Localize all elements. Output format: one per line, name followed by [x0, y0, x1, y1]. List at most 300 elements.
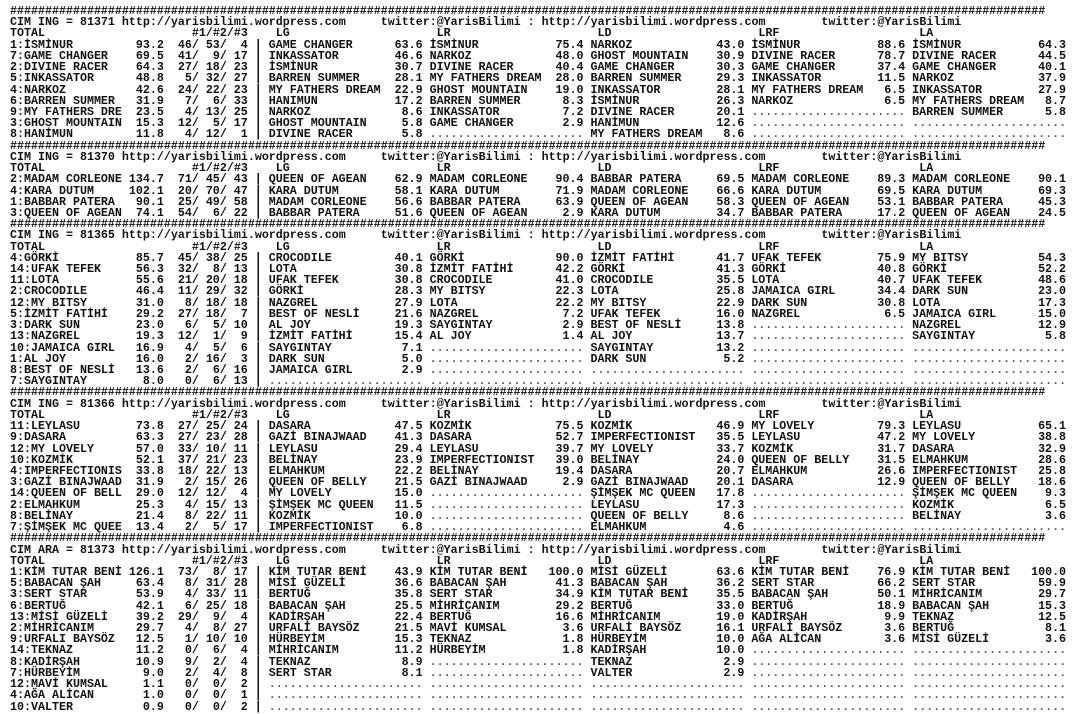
lg-value: 15.3 — [394, 632, 423, 647]
horse-name: 14:UFAK TEFEK — [10, 262, 101, 277]
pick-2-count: 0 — [212, 677, 220, 692]
total-score: 1.1 — [142, 677, 164, 692]
lr-value: 42.2 — [555, 262, 584, 277]
lg-name: DARK SUN — [268, 351, 325, 366]
horse-name: 12:MY LOVELY — [10, 441, 94, 456]
pick-separator: / — [191, 363, 199, 377]
pick-3-count: 2 — [240, 699, 248, 714]
pick-1-count: 46 — [177, 37, 192, 52]
pick-separator: / — [191, 284, 199, 299]
pick-separator: / — [191, 621, 199, 636]
lg-name: BABBAR PATERA — [268, 205, 360, 220]
lr-value: 90.4 — [555, 172, 584, 187]
la-name: DASARA — [912, 441, 955, 456]
lg-name: MİSİ GÜZELİ — [268, 576, 346, 591]
lg-value: 22.4 — [394, 609, 423, 624]
la-value: 65.1 — [1038, 419, 1067, 434]
horse-name: 5:İZMİT FATİHİ — [10, 306, 108, 321]
lg-name: SERT STAR — [268, 665, 332, 680]
total-score: 73.8 — [135, 419, 164, 434]
lg-value: 41.3 — [394, 430, 423, 445]
pick-separator: / — [191, 318, 199, 333]
pick-separator: / — [219, 71, 227, 86]
lg-value: 58.1 — [394, 183, 423, 198]
lr-name: MADAM CORLEONE — [429, 172, 528, 187]
lr-value: 7.2 — [562, 306, 584, 321]
horse-name: 9:DASARA — [10, 430, 66, 445]
total-score: 42.1 — [135, 598, 164, 613]
ld-value: 20.1 — [716, 475, 745, 490]
pick-1-count: 27 — [177, 430, 192, 445]
pick-1-count: 0 — [184, 688, 192, 703]
pick-1-count: 12 — [177, 116, 192, 131]
pick-separator: / — [219, 93, 227, 108]
pick-separator: / — [191, 82, 199, 97]
pick-1-count: 8 — [184, 295, 192, 310]
pick-2-count: 6 — [212, 374, 220, 389]
total-score: 46.4 — [135, 284, 164, 299]
pick-2-count: 13 — [205, 104, 220, 119]
pick-1-count: 20 — [177, 183, 192, 198]
lrf-value: 30.8 — [877, 295, 906, 310]
block-title — [10, 230, 1077, 241]
column-divider: | — [254, 116, 262, 131]
pick-separator: / — [191, 520, 199, 535]
pick-separator: / — [191, 172, 199, 187]
lg-value: 2.9 — [401, 363, 423, 377]
la-value: 24.5 — [1038, 205, 1067, 220]
pick-3-count: 23 — [233, 60, 248, 75]
pick-separator: / — [191, 688, 199, 703]
pick-separator: / — [219, 284, 227, 299]
pick-separator: / — [191, 497, 199, 512]
horse-name: 2:MADAM CORLEONE — [10, 172, 122, 187]
lr-value: 22.2 — [555, 295, 584, 310]
lr-name: DASARA — [429, 430, 472, 445]
lg-value: 19.3 — [394, 318, 423, 333]
la-value: 3.6 — [1045, 632, 1067, 647]
column-divider: | — [254, 576, 262, 591]
column-header-lrf: LRF — [758, 26, 780, 41]
lrf-value: 6.5 — [884, 82, 906, 97]
horse-name: 1:İSMİNUR — [10, 37, 73, 52]
pick-2-count: 2 — [212, 654, 220, 669]
picks-header: #1/#2/#3 — [191, 239, 248, 254]
total-score: 31.9 — [135, 93, 164, 108]
ld-value: 13.7 — [716, 329, 745, 344]
lr-value: 90.0 — [555, 250, 584, 265]
column-divider: | — [254, 621, 262, 636]
ld-value: 63.6 — [716, 564, 745, 579]
pick-separator: / — [219, 643, 227, 658]
column-divider: | — [254, 82, 262, 97]
ld-value: 26.3 — [716, 93, 745, 108]
pick-2-count: 5 — [212, 520, 220, 535]
lg-value: 8.9 — [401, 654, 423, 669]
pick-3-count: 7 — [240, 306, 248, 321]
pick-1-count: 8 — [184, 508, 192, 523]
pick-1-count: 4 — [184, 340, 192, 355]
pick-separator: / — [191, 598, 199, 613]
lg-name: TEKNAZ — [268, 654, 311, 669]
la-name: ŞİMŞEK MC QUEEN — [912, 486, 1018, 501]
total-score: 31.9 — [135, 475, 164, 490]
pick-3-count: 10 — [233, 632, 248, 647]
lg-value: 8.6 — [401, 104, 423, 119]
lg-value: 62.9 — [394, 172, 423, 187]
lr-name: SAYGINTAY — [429, 318, 493, 333]
la-empty-filler: ...................... — [912, 520, 1067, 535]
column-divider: | — [254, 295, 262, 310]
lg-name: LOTA — [268, 262, 297, 277]
lg-name: MY FATHERS DREAM — [268, 82, 381, 97]
lrf-value: 37.4 — [877, 60, 906, 75]
total-score: 33.8 — [135, 463, 164, 478]
pick-separator: / — [191, 205, 199, 220]
lr-value: 1.8 — [562, 632, 584, 647]
pick-separator: / — [191, 609, 199, 624]
lr-value: 3.6 — [562, 621, 584, 636]
ld-value: 5.2 — [723, 351, 745, 366]
la-name: BERTUĞ — [912, 621, 955, 636]
column-header-lrf: LRF — [758, 407, 780, 422]
lr-empty-filler: ...................... — [429, 688, 584, 703]
la-name: MİHRİCANIM — [912, 587, 983, 602]
la-name: LOTA — [912, 295, 941, 310]
pick-separator: / — [219, 183, 227, 198]
horse-name: 5:INKASSATOR — [10, 71, 94, 86]
total-score: 23.5 — [135, 104, 164, 119]
column-divider: | — [254, 329, 262, 344]
total-score: 23.0 — [135, 318, 164, 333]
pick-separator: / — [219, 82, 227, 97]
la-value: 17.3 — [1038, 295, 1067, 310]
total-score: 13.6 — [135, 363, 164, 377]
lr-value: 16.6 — [555, 609, 584, 624]
block-title-text: CIM ING = 81365 http://yarisbilimi.wordpress.com twitter:@YarisBilimi : http://yarisbilimi.wordpress.com twitter:@YarisBilimi — [10, 228, 962, 243]
pick-separator: / — [191, 576, 199, 591]
ld-value: 8.6 — [723, 508, 745, 523]
ld-value: 24.0 — [716, 452, 745, 467]
column-divider: | — [254, 318, 262, 333]
pick-3-count: 18 — [233, 598, 248, 613]
pick-separator: / — [219, 273, 227, 288]
lr-value: 41.0 — [555, 273, 584, 288]
lr-name: DIVINE RACER — [429, 60, 514, 75]
total-score: 102.1 — [128, 183, 164, 198]
lrf-empty-filler: ...................... — [751, 654, 906, 669]
lg-name: DASARA — [268, 419, 311, 434]
lrf-name: NAZGREL — [751, 306, 801, 321]
pick-separator: / — [219, 699, 227, 714]
lrf-name: DIVINE RACER — [751, 48, 836, 63]
lrf-value: 31.7 — [877, 441, 906, 456]
pick-1-count: 73 — [177, 564, 192, 579]
lrf-name: INKASSATOR — [751, 71, 822, 86]
pick-separator: / — [219, 598, 227, 613]
pick-3-count: 11 — [233, 587, 248, 602]
pick-separator: / — [219, 419, 227, 434]
horse-name: 14:TEKNAZ — [10, 643, 73, 658]
pick-3-count: 33 — [233, 93, 248, 108]
ld-name: AL JOY — [590, 329, 633, 344]
pick-1-count: 18 — [177, 463, 192, 478]
la-name: MY LOVELY — [912, 430, 976, 445]
lg-name: ELMAHKUM — [268, 463, 325, 478]
horse-name: 1:AL JOY — [10, 351, 66, 366]
ld-value: 33.7 — [716, 441, 745, 456]
pick-separator: / — [219, 351, 227, 366]
horse-name: 3:QUEEN OF AGEAN — [10, 205, 122, 220]
lg-value: 40.1 — [394, 250, 423, 265]
pick-1-count: 4 — [184, 104, 192, 119]
la-name: LEYLASU — [912, 419, 962, 434]
lrf-value: 3.6 — [884, 621, 906, 636]
ld-empty-filler: ...................... — [590, 677, 745, 692]
ld-empty-filler: ...................... — [590, 374, 745, 389]
pick-separator: / — [191, 677, 199, 692]
lg-value: 51.6 — [394, 205, 423, 220]
lrf-name: KİM TUTAR BENİ — [751, 564, 850, 579]
lrf-name: BABBAR PATERA — [751, 205, 843, 220]
lrf-value: 17.2 — [877, 205, 906, 220]
lr-value: 7.2 — [562, 104, 584, 119]
horse-name: 1:KİM TUTAR BENİ — [10, 564, 122, 579]
lrf-value: 76.9 — [877, 564, 906, 579]
la-name: BELİNAY — [912, 508, 962, 523]
column-header-lrf: LRF — [758, 239, 780, 254]
column-header-ld: LD — [597, 553, 612, 568]
pick-separator: / — [219, 441, 227, 456]
pick-separator: / — [219, 665, 227, 680]
pick-3-count: 28 — [233, 430, 248, 445]
lr-value: 39.7 — [555, 441, 584, 456]
pick-3-count: 13 — [233, 374, 248, 389]
ld-name: MY FATHERS DREAM — [590, 127, 703, 142]
total-score: 21.4 — [135, 508, 164, 523]
pick-1-count: 4 — [184, 587, 192, 602]
la-value: 38.8 — [1038, 430, 1067, 445]
lg-value: 5.8 — [401, 116, 423, 131]
lg-name: IMPERFECTIONIST — [268, 520, 374, 535]
lrf-name: AĞA ALİCAN — [751, 632, 822, 647]
lrf-value: 69.5 — [877, 183, 906, 198]
horse-name: 1:BABBAR PATERA — [10, 194, 115, 209]
lrf-value: 34.4 — [877, 284, 906, 299]
pick-1-count: 6 — [184, 598, 192, 613]
horse-name: 11:LOTA — [10, 273, 59, 288]
lg-value: 23.9 — [394, 452, 423, 467]
lg-name: BABACAN ŞAH — [268, 598, 346, 613]
total-score: 74.1 — [135, 205, 164, 220]
lrf-name: GAME CHANGER — [751, 60, 836, 75]
lr-name: GAZİ BINAJWAAD — [429, 475, 528, 490]
total-score: 31.0 — [135, 295, 164, 310]
ld-name: DIVINE RACER — [590, 104, 675, 119]
la-empty-filler: ...................... — [912, 654, 1067, 669]
column-divider: | — [254, 654, 262, 669]
pick-separator: / — [191, 564, 199, 579]
column-header-lg: LG — [275, 161, 290, 176]
pick-separator: / — [219, 104, 227, 119]
column-divider: | — [254, 609, 262, 624]
pick-1-count: 0 — [184, 677, 192, 692]
pick-separator: / — [191, 441, 199, 456]
pick-1-count: 27 — [177, 419, 192, 434]
ld-name: KARA DUTUM — [590, 205, 661, 220]
pick-3-count: 16 — [233, 363, 248, 377]
pick-3-count: 47 — [233, 183, 248, 198]
pick-1-count: 33 — [177, 441, 192, 456]
column-divider: | — [254, 475, 262, 490]
pick-2-count: 5 — [212, 318, 220, 333]
pick-separator: / — [191, 486, 199, 501]
lrf-empty-filler: ...................... — [751, 677, 906, 692]
pick-3-count: 11 — [233, 508, 248, 523]
pick-3-count: 4 — [240, 37, 248, 52]
ld-name: TEKNAZ — [590, 654, 633, 669]
pick-2-count: 45 — [205, 172, 220, 187]
total-score: 126.1 — [128, 564, 164, 579]
lrf-name: İSMİNUR — [751, 37, 801, 52]
lrf-value: 12.9 — [877, 475, 906, 490]
la-name: SERT STAR — [912, 576, 976, 591]
ld-value: 20.1 — [716, 104, 745, 119]
lg-value: 30.8 — [394, 262, 423, 277]
pick-1-count: 6 — [184, 318, 192, 333]
pick-3-count: 8 — [240, 665, 248, 680]
total-score: 134.7 — [128, 172, 164, 187]
lr-empty-filler: ...................... — [429, 520, 584, 535]
ld-value: 35.5 — [716, 430, 745, 445]
pick-separator: / — [191, 93, 199, 108]
la-empty-filler: ...................... — [912, 665, 1067, 680]
total-score: 29.2 — [135, 306, 164, 321]
ld-name: MY BITSY — [590, 295, 647, 310]
pick-3-count: 4 — [240, 609, 248, 624]
lrf-value: 53.1 — [877, 194, 906, 209]
pick-separator: / — [219, 340, 227, 355]
lg-value: 7.1 — [401, 340, 423, 355]
lr-value: 71.9 — [555, 183, 584, 198]
lg-value: 15.4 — [394, 329, 423, 344]
column-divider: | — [254, 284, 262, 299]
lr-empty-filler: ...................... — [429, 497, 584, 512]
ld-name: BERTUĞ — [590, 598, 633, 613]
lg-name: İSMİNUR — [268, 60, 318, 75]
lrf-empty-filler: ...................... — [751, 363, 906, 377]
pick-separator: / — [191, 116, 199, 131]
table-row — [10, 699, 1077, 714]
total-score: 0.9 — [142, 699, 164, 714]
lg-value: 10.0 — [394, 508, 423, 523]
pick-separator: / — [191, 183, 199, 198]
ld-empty-filler: ...................... — [590, 688, 745, 703]
lg-value: 28.1 — [394, 71, 423, 86]
ld-name: GAZİ BINAJWAAD — [590, 475, 689, 490]
total-score: 53.9 — [135, 587, 164, 602]
pick-2-count: 10 — [205, 441, 220, 456]
lr-value: 63.9 — [555, 194, 584, 209]
ld-value: 46.9 — [716, 419, 745, 434]
block-title-text: CIM ING = 81366 http://yarisbilimi.wordpress.com twitter:@YarisBilimi : http://yarisbilimi.wordpress.com twitter:@YarisBilimi — [10, 396, 962, 411]
ld-name: BABACAN ŞAH — [590, 576, 668, 591]
total-score: 25.3 — [135, 497, 164, 512]
la-name: KİM TUTAR BENİ — [912, 564, 1011, 579]
column-header-lr: LR — [436, 26, 451, 41]
ld-name: MADAM CORLEONE — [590, 183, 689, 198]
ld-name: KİM TUTAR BENİ — [590, 587, 689, 602]
la-name: KOZMİK — [912, 497, 955, 512]
pick-separator: / — [219, 587, 227, 602]
lrf-name: KARA DUTUM — [751, 183, 822, 198]
pick-separator: / — [219, 621, 227, 636]
la-empty-filler: ...................... — [912, 688, 1067, 703]
ld-name: DASARA — [590, 463, 633, 478]
la-value: 100.0 — [1031, 564, 1067, 579]
pick-3-count: 27 — [233, 621, 248, 636]
total-score: 52.1 — [135, 452, 164, 467]
lr-value: 19.4 — [555, 463, 584, 478]
lr-value: 2.9 — [562, 475, 584, 490]
la-value: 25.8 — [1038, 463, 1067, 478]
column-divider: | — [254, 430, 262, 445]
ld-value: 41.7 — [716, 250, 745, 265]
ld-name: CROCODILE — [590, 273, 654, 288]
la-name: INKASSATOR — [912, 82, 983, 97]
ld-value: 30.9 — [716, 48, 745, 63]
lr-name: İSMİNUR — [429, 37, 479, 52]
column-divider: | — [254, 374, 262, 389]
pick-1-count: 11 — [177, 284, 192, 299]
ld-name: MY LOVELY — [590, 441, 654, 456]
lr-name: MY FATHERS DREAM — [429, 71, 542, 86]
column-divider: | — [254, 508, 262, 523]
pick-separator: / — [191, 463, 199, 478]
lr-name: NAZGREL — [429, 306, 479, 321]
lr-empty-filler: ...................... — [429, 351, 584, 366]
lg-name: BELİNAY — [268, 452, 318, 467]
pick-2-count: 23 — [205, 430, 220, 445]
la-value: 32.9 — [1038, 441, 1067, 456]
lrf-name: DARK SUN — [751, 295, 808, 310]
la-value: 8.7 — [1045, 93, 1067, 108]
pick-3-count: 13 — [233, 497, 248, 512]
pick-1-count: 4 — [184, 621, 192, 636]
lr-value: 75.5 — [555, 419, 584, 434]
column-divider: | — [254, 93, 262, 108]
pick-1-count: 27 — [177, 306, 192, 321]
lrf-empty-filler: ...................... — [751, 497, 906, 512]
separator-text: #################################################################################################################################################### — [10, 531, 1046, 546]
lg-name: BEST OF NESLİ — [268, 306, 360, 321]
pick-2-count: 33 — [205, 587, 220, 602]
lrf-name: QUEEN OF AGEAN — [751, 194, 850, 209]
la-name: MY BITSY — [912, 250, 969, 265]
ld-value: 66.6 — [716, 183, 745, 198]
lg-value: 30.7 — [394, 60, 423, 75]
la-name: KARA DUTUM — [912, 183, 983, 198]
horse-name: 10:VALTER — [10, 699, 73, 714]
ld-value: 35.5 — [716, 587, 745, 602]
lrf-value: 47.2 — [877, 430, 906, 445]
pick-3-count: 23 — [233, 82, 248, 97]
lr-empty-filler: ...................... — [429, 486, 584, 501]
total-score: 29.0 — [135, 486, 164, 501]
lg-value: 35.8 — [394, 587, 423, 602]
horse-name: 8:HANİMUN — [10, 127, 73, 142]
column-divider: | — [254, 520, 262, 535]
